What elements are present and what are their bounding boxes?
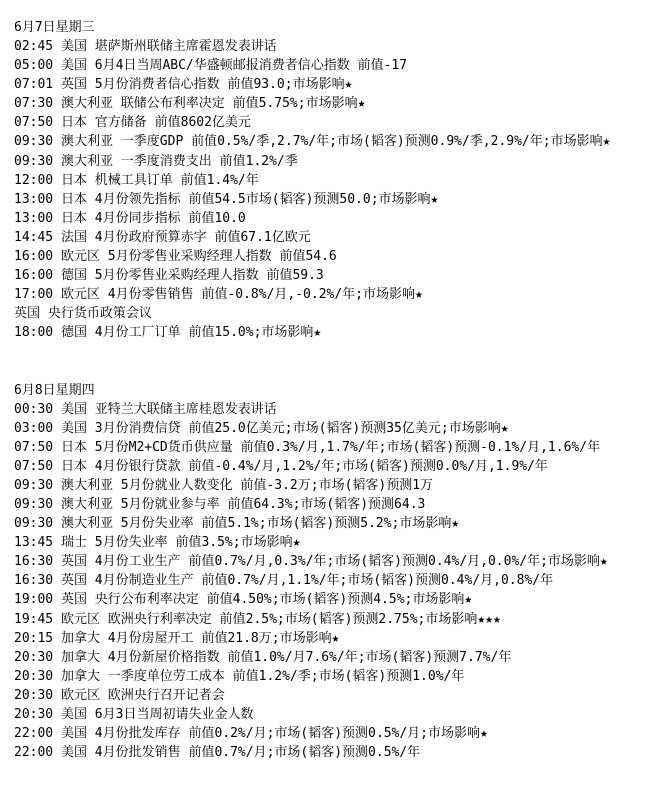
event-line: 20:30 欧元区 欧洲央行召开记者会 bbox=[14, 687, 225, 703]
event-line: 20:30 美国 6月3日当周初请失业金人数 bbox=[14, 707, 254, 722]
event-line: 17:00 欧元区 4月份零售销售 前值-0.8%/月,-0.2%/年;市场影响★ bbox=[14, 287, 423, 303]
day-header: 6月8日星期四 bbox=[14, 382, 95, 398]
event-line: 20:30 加拿大 一季度单位劳工成本 前值1.2%/季;市场(韬客)预测1.0%/年 bbox=[14, 668, 465, 684]
event-line: 09:30 澳大利亚 5月份就业参与率 前值64.3%;市场(韬客)预测64.3 bbox=[14, 496, 426, 512]
event-line: 22:00 美国 4月份批发库存 前值0.2%/月;市场(韬客)预测0.5%/月;市场影响★ bbox=[14, 726, 488, 742]
event-line: 16:30 英国 4月份制造业生产 前值0.7%/月,1.1%/年;市场(韬客)预测0.4%/月,0.8%/年 bbox=[14, 573, 554, 589]
event-line: 16:30 英国 4月份工业生产 前值0.7%/月,0.3%/年;市场(韬客)预测0.4%/月,0.0%/年;市场影响★ bbox=[14, 554, 608, 570]
day-section-june-8 bbox=[14, 381, 664, 763]
event-line: 07:50 日本 5月份M2+CD货币供应量 前值0.3%/月,1.7%/年;市场(韬客)预测-0.1%/月,1.6%/年 bbox=[14, 439, 601, 455]
event-line: 12:00 日本 机械工具订单 前值1.4%/年 bbox=[14, 172, 259, 188]
event-line: 09:30 澳大利亚 5月份失业率 前值5.1%;市场(韬客)预测5.2%;市场影响★ bbox=[14, 516, 460, 532]
event-line: 07:50 日本 4月份银行贷款 前值-0.4%/月,1.2%/年;市场(韬客)预测0.0%/月,1.9%/年 bbox=[14, 458, 548, 474]
event-line: 03:00 美国 3月份消费信贷 前值25.0亿美元;市场(韬客)预测35亿美元;市场影响★ bbox=[14, 420, 509, 436]
event-line: 20:30 加拿大 4月份新屋价格指数 前值1.0%/月7.6%/年;市场(韬客)预测7.7%/年 bbox=[14, 649, 512, 665]
event-line: 14:45 法国 4月份政府预算赤字 前值67.1亿欧元 bbox=[14, 229, 311, 245]
event-line: 13:00 日本 4月份领先指标 前值54.5市场(韬客)预测50.0;市场影响★ bbox=[14, 191, 439, 207]
event-line: 22:00 美国 4月份批发销售 前值0.7%/月;市场(韬客)预测0.5%/年 bbox=[14, 745, 421, 761]
event-line: 16:00 德国 5月份零售业采购经理人指数 前值59.3 bbox=[14, 268, 324, 284]
event-list bbox=[14, 37, 664, 343]
event-line: 英国 央行货币政策会议 bbox=[14, 306, 152, 322]
event-line: 09:30 澳大利亚 一季度GDP 前值0.5%/季,2.7%/年;市场(韬客)预测0.9%/季,2.9%/年;市场影响★ bbox=[14, 134, 611, 150]
event-line: 20:15 加拿大 4月份房屋开工 前值21.8万;市场影响★ bbox=[14, 630, 340, 646]
event-line: 13:45 瑞士 5月份失业率 前值3.5%;市场影响★ bbox=[14, 535, 301, 551]
event-line: 19:00 英国 央行公布利率决定 前值4.50%;市场(韬客)预测4.5%;市场影响★ bbox=[14, 592, 473, 608]
event-list bbox=[14, 400, 664, 763]
event-line: 16:00 欧元区 5月份零售业采购经理人指数 前值54.6 bbox=[14, 249, 337, 265]
event-line: 07:01 英国 5月份消费者信心指数 前值93.0;市场影响★ bbox=[14, 77, 353, 93]
day-header: 6月7日星期三 bbox=[14, 20, 95, 35]
section-spacer bbox=[14, 343, 664, 381]
economic-calendar-document bbox=[14, 18, 664, 762]
event-line: 05:00 美国 6月4日当周ABC/华盛顿邮报消费者信心指数 前值-17 bbox=[14, 58, 408, 74]
event-line: 13:00 日本 4月份同步指标 前值10.0 bbox=[14, 210, 246, 226]
event-line: 09:30 澳大利亚 5月份就业人数变化 前值-3.2万;市场(韬客)预测1万 bbox=[14, 477, 434, 493]
event-line: 19:45 欧元区 欧洲央行利率决定 前值2.5%;市场(韬客)预测2.75%;市场影响★★★ bbox=[14, 611, 501, 627]
day-section-june-7 bbox=[14, 18, 664, 343]
event-line: 09:30 澳大利亚 一季度消费支出 前值1.2%/季 bbox=[14, 153, 298, 169]
event-line: 00:30 美国 亚特兰大联储主席桂恩发表讲话 bbox=[14, 401, 277, 417]
event-line: 07:30 澳大利亚 联储公布利率决定 前值5.75%;市场影响★ bbox=[14, 96, 366, 112]
event-line: 18:00 德国 4月份工厂订单 前值15.0%;市场影响★ bbox=[14, 325, 322, 341]
event-line: 07:50 日本 官方储备 前值8602亿美元 bbox=[14, 115, 251, 131]
event-line: 02:45 美国 堪萨斯州联储主席霍恩发表讲话 bbox=[14, 39, 277, 54]
